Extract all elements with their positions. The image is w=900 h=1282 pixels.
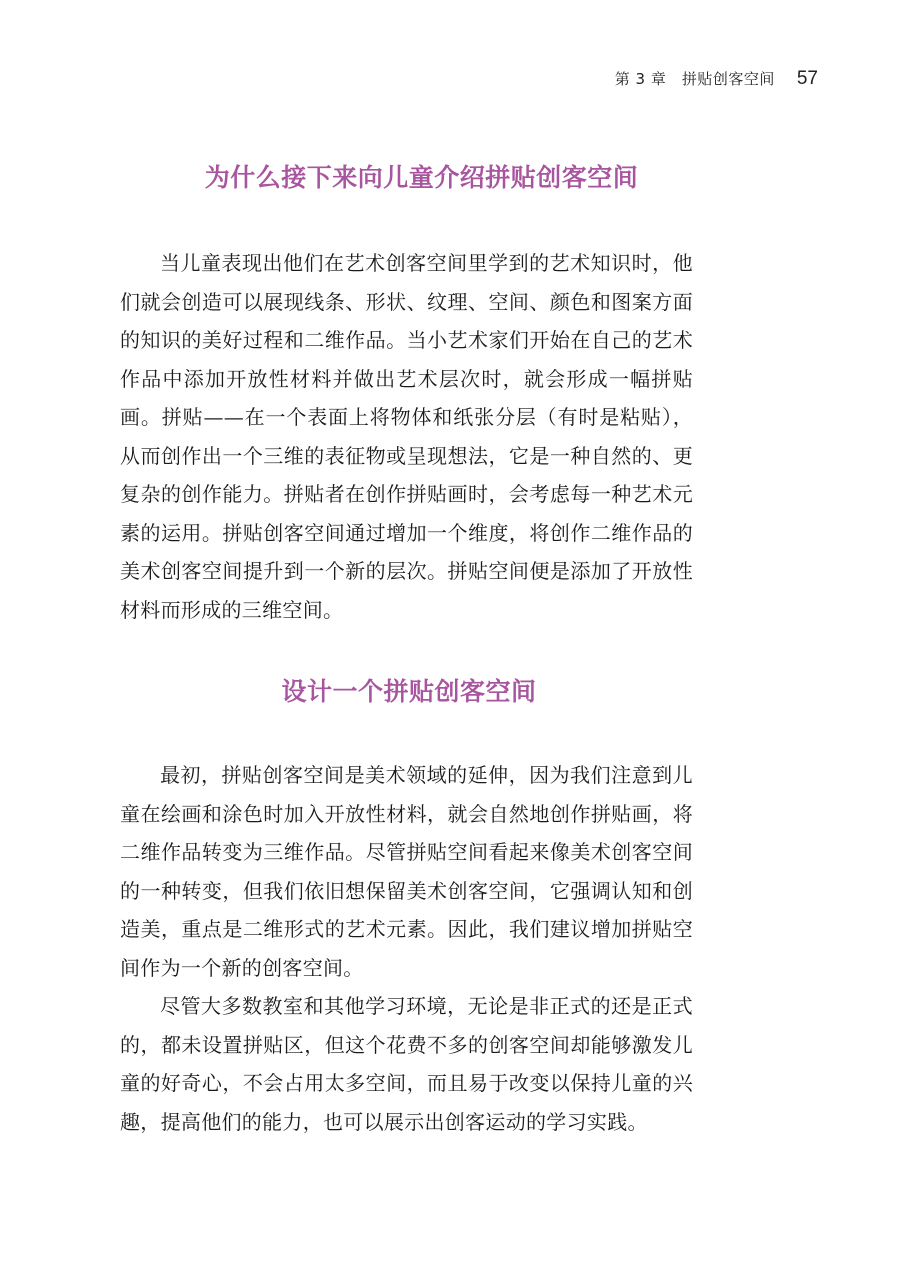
chapter-title: 第 3 章 拼贴创客空间 (614, 70, 775, 88)
page-body (120, 150, 693, 1141)
paragraph: 最初，拼贴创客空间是美术领域的延伸，因为我们注意到儿童在绘画和涂色时加入开放性材料，就会自然地创作拼贴画，将二维作品转变为三维作品。尽管拼贴空间看起来像美术创客空间的一种转变，但我们依旧想保留美术创客空间，它强调认知和创造美，重点是二维形式的艺术元素。因此，我们建议增加拼贴空间作为一个新的创客空间。 (120, 763, 693, 980)
section-heading-design-collage: 设计一个拼贴创客空间 (281, 677, 537, 706)
paragraph: 当儿童表现出他们在艺术创客空间里学到的艺术知识时，他们就会创造可以展现线条、形状、纹理、空间、颜色和图案方面的知识的美好过程和二维作品。当小艺术家们开始在自己的艺术作品中添加开放性材料并做出艺术层次时，就会形成一幅拼贴画。拼贴——在一个表面上将物体和纸张分层（有时是粘贴），从而创作出一个三维的表征物或呈现想法，它是一种自然的、更复杂的创作能力。拼贴者在创作拼贴画时，会考虑每一种艺术元素的运用。拼贴创客空间通过增加一个维度，将创作二维作品的美术创客空间提升到一个新的层次。拼贴空间便是添加了开放性材料而形成的三维空间。 (120, 251, 693, 622)
page-number: 57 (796, 68, 818, 89)
section-heading-why-collage: 为什么接下来向儿童介绍拼贴创客空间 (204, 163, 639, 192)
paragraph: 尽管大多数教室和其他学习环境，无论是非正式的还是正式的，都未设置拼贴区，但这个花费不多的创客空间却能够激发儿童的好奇心，不会占用太多空间，而且易于改变以保持儿童的兴趣，提高他们的能力，也可以展示出创客运动的学习实践。 (120, 994, 693, 1134)
running-header (615, 68, 818, 90)
